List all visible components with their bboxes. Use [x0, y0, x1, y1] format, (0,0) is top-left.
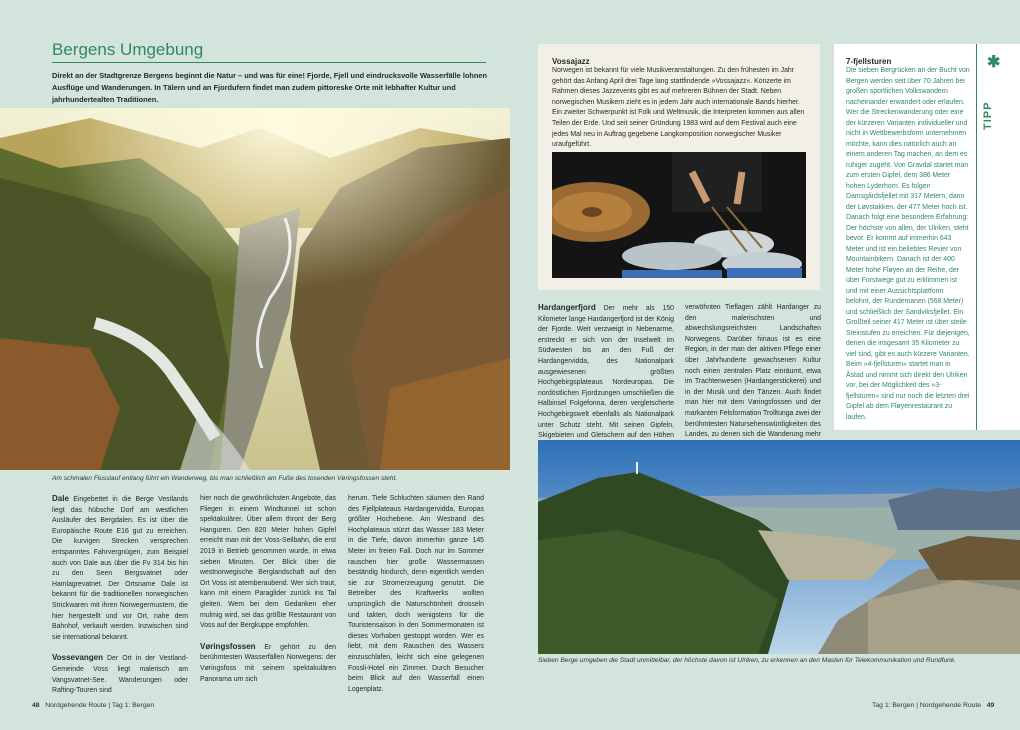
- vossevangen-lead: Vossevangen: [52, 653, 103, 663]
- dale-text: Eingebettet in die Berge Vestlands liegt das hübsche Dorf am westlichen Ausläufer des Bergdalen. Es ist über die Europäische Route E16 gut zu erreichen. Die kurvigen Strecken versprechen entspanntes Fahrvergnügen, zum Beispiel auch von Dale aus über die Fv 314 bis hin zu den Seen Bergsvatnet oder Hamlagrevatnet. Der Ortsname Dale ist bekannt für die traditionellen norwegischen Strickwaren mit ihren Norwegermustern, die hier hergestellt und vor Ort, nahe dem Bahnhof, verkauft werden. Inzwischen sind sie international bekannt.: [52, 496, 188, 641]
- drummer-photo: [552, 152, 806, 278]
- bergen-panorama-photo: [538, 440, 1020, 654]
- left-page-number: 48: [32, 702, 40, 709]
- col2-text: hier noch die gewöhnlichsten Angebote, das Fliegen in einem Windtunnel ist schon spektakulärer. Über allem thront der Berg Hanguren. Den 820 Meter hohen Gipfel erreicht man mit der Voss-Seilbahn, die erst 2019 in Betrieb genommen wurde, in etwa sieben Minuten. Der Blick über die westnorwegische Berglandschaft auf den Ort Voss ist atemberaubend. Wer sich traut, kann mit einem Paraglider zurück ins Tal gleiten. Wem bei dem Gedanken eher mulmig wird, sei das größte Restaurant von Voss auf der Bergkuppe empfohlen.: [200, 495, 336, 630]
- text-column-2: [200, 494, 336, 685]
- page-title: Bergens Umgebung: [52, 40, 204, 59]
- tipp-label: TIPP: [982, 101, 994, 130]
- intro-text: Direkt an der Stadtgrenze Bergens beginnt die Natur – und was für eine! Fjorde, Fjell und eindrucksvolle Wasserfälle lohnen Ausflüge und Wanderungen. In Tälern und an Fjordufern findet man zudem pittoreske Orte mit lebhafter Kultur und jahrhundertealten Traditionen.: [52, 71, 488, 104]
- right-page-number: 49: [986, 702, 995, 709]
- vossajazz-heading: Vossajazz: [552, 57, 590, 66]
- text-column-1: [52, 494, 188, 697]
- hardanger-text-2: verwöhnten Tieflagen zählt Hardanger zu den malerischsten und abwechslungsreichsten Landschaften Norwegens. Darüber hinaus ist es eine Region, in der man der aktiven Pflege einer über Jahrhunderte gewachsenen Kultur noch einen zentralen Platz einräumt, etwa im Trachtenwesen (Hardangerstickerei) und in der Musik und den Tänzen. Auch findet man hier mit dem Vøringsfossen und der markanten Felsformation Trolltunga zwei der berühmtesten Natursehenswürdigkeiten des Landes, zu denen sich die Wanderung mehr: [685, 304, 821, 439]
- title-divider: [52, 62, 486, 63]
- bergen-panorama-illustration: [538, 440, 1020, 654]
- left-footer: [32, 702, 154, 709]
- canyon-photo-caption: Am schmalen Flusslauf entlang führt ein Wanderweg, bis man schließlich am Fuße des tosenden Vøringsfossen steht.: [52, 475, 398, 482]
- hardanger-column-1: [538, 303, 674, 452]
- right-running-head: Tag 1: Bergen | Nordgehende Route: [872, 702, 982, 709]
- tipp-heading: 7-fjellsturen: [846, 57, 892, 66]
- left-running-head: Nordgehende Route | Tag 1: Bergen: [45, 702, 155, 709]
- hardanger-column-2: [685, 303, 821, 451]
- tipp-content: [846, 57, 970, 423]
- voeringsfossen-lead: Vøringsfossen: [200, 641, 256, 651]
- tipp-divider: [976, 44, 977, 430]
- canyon-waterfall-photo: [0, 108, 510, 470]
- drummer-illustration: [552, 152, 806, 278]
- bergen-photo-caption: Sieben Berge umgeben die Stadt unmittelbar, der höchste davon ist Ulriken, zu erkennen an den Masten für Telekommunikation und Rundfunk.: [538, 657, 956, 664]
- right-footer: [872, 702, 994, 709]
- asterisk-icon: ✱: [987, 54, 1001, 71]
- hardanger-text-1: Der mehr als 150 Kilometer lange Hardangerfjord ist der König der Fjorde. Weit verzweigt in Nebenarme, erstreckt er sich von der Inselwelt im Südwesten bis an den Fuß der Hardangervidda, des Nationalpark ausgewiesenen größten Hochgebirgsplateaus Nordeuropas. Die nordöstlichen Fjordzungen umschließen die Halbinsel Folgefonna, deren vergletscherte Hochgebirgswelt ebenfalls als Nationalpark unter Schutz steht. Mit seinen Gipfeln, Skigebieten und Gletschern auf den Höhen: [538, 305, 674, 440]
- vossevangen-text: Der Ort in der Vestland-Gemeinde Voss liegt malerisch am Vangsvatnet-See. Wanderungen oder Rafting-Touren sind: [52, 655, 188, 695]
- col3-text: herum. Tiefe Schluchten säumen den Rand des Fjellplateaus Hardangervidda, Europas größter Hochebene. Am Westrand des Hochplateaus stürzt das Wasser 183 Meter in die Tiefe, davon immerhin ganze 145 Meter im freien Fall. Doch nur im Sommer rauschen hier große Wassermassen beständig hindurch, denn eigentlich werden sie zur Stromerzeugung genutzt. Die Betreiber des Kraftwerks wollten ursprünglich die Naturschönheit drosseln und takten, doch wenigstens für die Touristensaison in den Sommermonaten ist dieses Vorhaben gestoppt worden. Wer es liebt, mit dem Rauschen des Wassers einzuschlafen, leicht sich eine gelegenen Fossli-Hotel ein Zimmer. Durch Besucher beim Blick auf den Wasserfall einen Logenplatz.: [348, 495, 484, 693]
- hardanger-lead: Hardangerfjord: [538, 303, 596, 312]
- canyon-waterfall-illustration: [0, 108, 510, 470]
- text-column-3: [348, 494, 484, 695]
- dale-lead: Dale: [52, 494, 69, 503]
- vossajazz-text: Norwegen ist bekannt für viele Musikveranstaltungen. Zu den frühesten im Jahr gehört das Anfang April drei Tage lang stattfindende »Vossajazz«. Konzerte im Rahmen dieses Jazzevents gibt es auf mehreren Bühnen der Stadt. Neben norwegischen Musikern zieht es in jedem Jahr auch internationale Bands hierher. Ein zweiter Schwerpunkt ist Folk und Weltmusik, die Interpreten kommen aus allen Teilen der Erde. Und seit seiner Gründung 1983 wird auf dem Festival auch eine jedes Mal neu in Auftrag gegebene Langkomposition norwegischer Musiker uraufgeführt.: [552, 67, 805, 149]
- tipp-text: Die sieben Bergrücken an der Bucht von Bergen werden seit über 70 Jahren bei großen sportlichen Volkswandern nacheinander erwandert oder erlaufen. Wer die Streckenwanderung oder eine der kürzeren Varianten individueller und nicht in Wettbewerbsform unternehmen möchte, kann dies natürlich auch an einem anderen Tag machen, an dem es ruhiger zugeht. Von Gravdal startet man zum ersten Gipfel, dem 386 Meter hohen Lyderhorn. Es folgen Damsgårdsfjellet mit 317 Metern, dann der Løvstakken, der 477 Meter hoch ist. Danach folgt eine besondere Erfahrung: Der höchste von allen, der Ulriken, steht bevor. Er kommt auf immerhin 643 Meter und ist ein beliebtes Revier von Mountainbikern. Danach ist der 400 Meter hohe Fløyen an der Reihe, der über Forstwege gut zu erklimmen ist und mit einer Aussichtsplattform belohnt, der Rundemanen (568 Meter) und schließlich der Sandviksfjellet. Ein Großteil seiner 417 Meter ist über steile Steinstufen zu erreichen. Für diejenigen, denen die insgesamt 35 Kilometer zu viel sind, gibt es auch kürzere Varianten. Beim »4-fjellsturen« startet man in Åstad und nimmt sich direkt den Ulriken vor, bei der Möglichkeit des »3-fjellsturen« sind nur noch die letzten drei Gipfel ab dem Fløyenrestaurant zu laufen.: [846, 67, 970, 421]
- voeringsfossen-text: Er gehört zu den berühmtesten Wasserfällen Norwegens: der Vøringsfoss mit seinem spektakulären Panorama um sich: [200, 643, 336, 683]
- vossajazz-content: [552, 57, 808, 151]
